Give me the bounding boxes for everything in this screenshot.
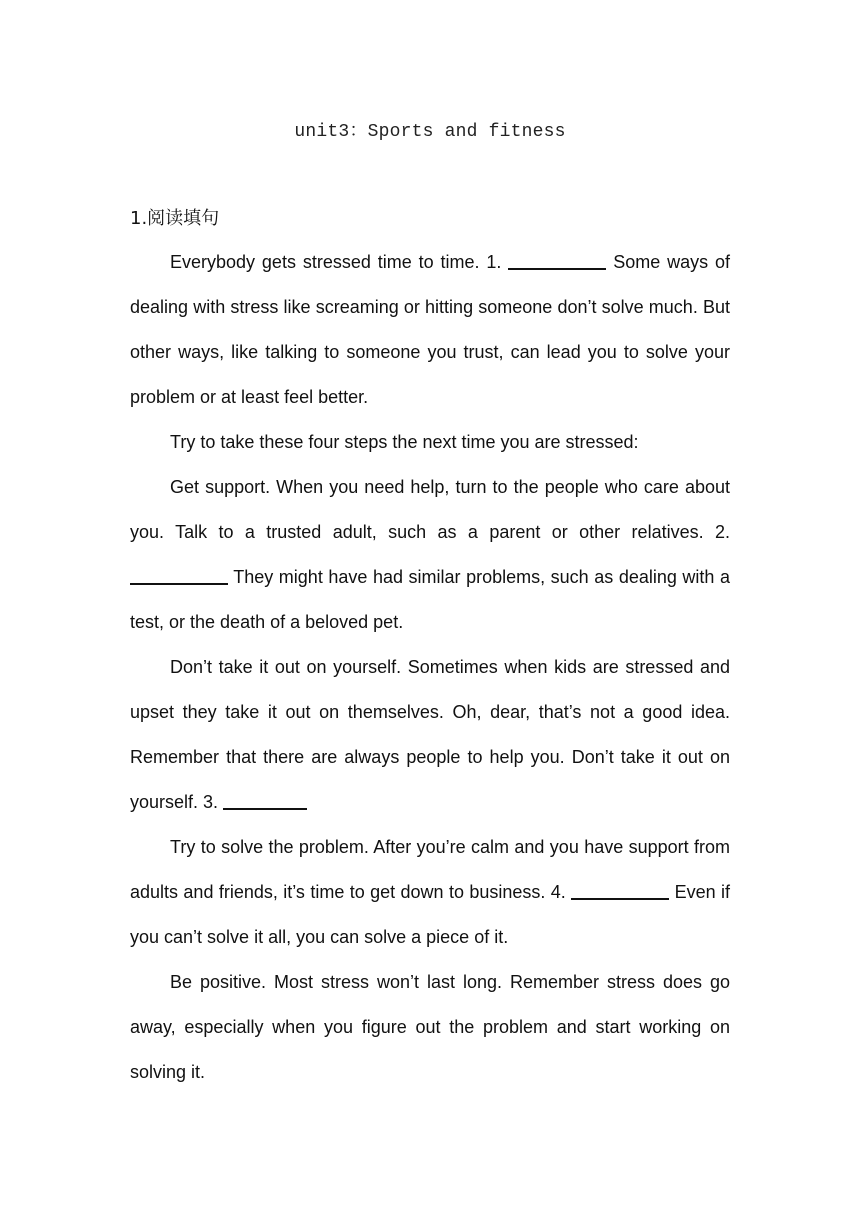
paragraph-1-text-a: Everybody gets stressed time to time. 1. xyxy=(170,252,509,272)
paragraph-3-text-b: They might have had similar problems, such as dealing with a test, or the death of a beloved pet. xyxy=(130,567,730,632)
section-heading: 1.阅读填句 xyxy=(130,208,220,229)
answer-blank-2 xyxy=(130,565,228,585)
paragraph-5-text-a: Try to solve the problem. After you’re calm and you have support from adults and friends, it’s time to get down to business. 4. xyxy=(130,837,730,902)
paragraph-5-text-b: Even if you can’t solve it all, you can solve a piece of it. xyxy=(130,882,730,947)
paragraph-1 xyxy=(130,240,730,420)
passage xyxy=(130,240,730,1095)
paragraph-2: Try to take these four steps the next time you are stressed: xyxy=(170,432,639,452)
answer-blank-3 xyxy=(223,790,307,810)
paragraph-3 xyxy=(130,465,730,645)
document-title: unit3：Sports and fitness xyxy=(294,122,566,142)
paragraph-1-text-b: Some ways of dealing with stress like screaming or hitting someone don’t solve much. But other ways, like talking to someone you trust, can lead you to solve your problem or at least feel better. xyxy=(130,252,731,407)
paragraph-6: Be positive. Most stress won’t last long. Remember stress does go away, especially when you figure out the problem and start working on solving it. xyxy=(130,972,730,1082)
answer-blank-1 xyxy=(508,250,606,270)
paragraph-5 xyxy=(130,825,730,960)
paragraph-4-text-a: Don’t take it out on yourself. Sometimes when kids are stressed and upset they take it out on themselves. Oh, dear, that’s not a good idea. Remember that there are always people to help you. Don’t take it out on yourself. 3. xyxy=(130,657,730,812)
paragraph-4 xyxy=(130,645,730,825)
paragraph-3-text-a: Get support. When you need help, turn to the people who care about you. Talk to a trusted adult, such as a parent or other relatives. 2. xyxy=(130,477,730,542)
answer-blank-4 xyxy=(571,880,669,900)
